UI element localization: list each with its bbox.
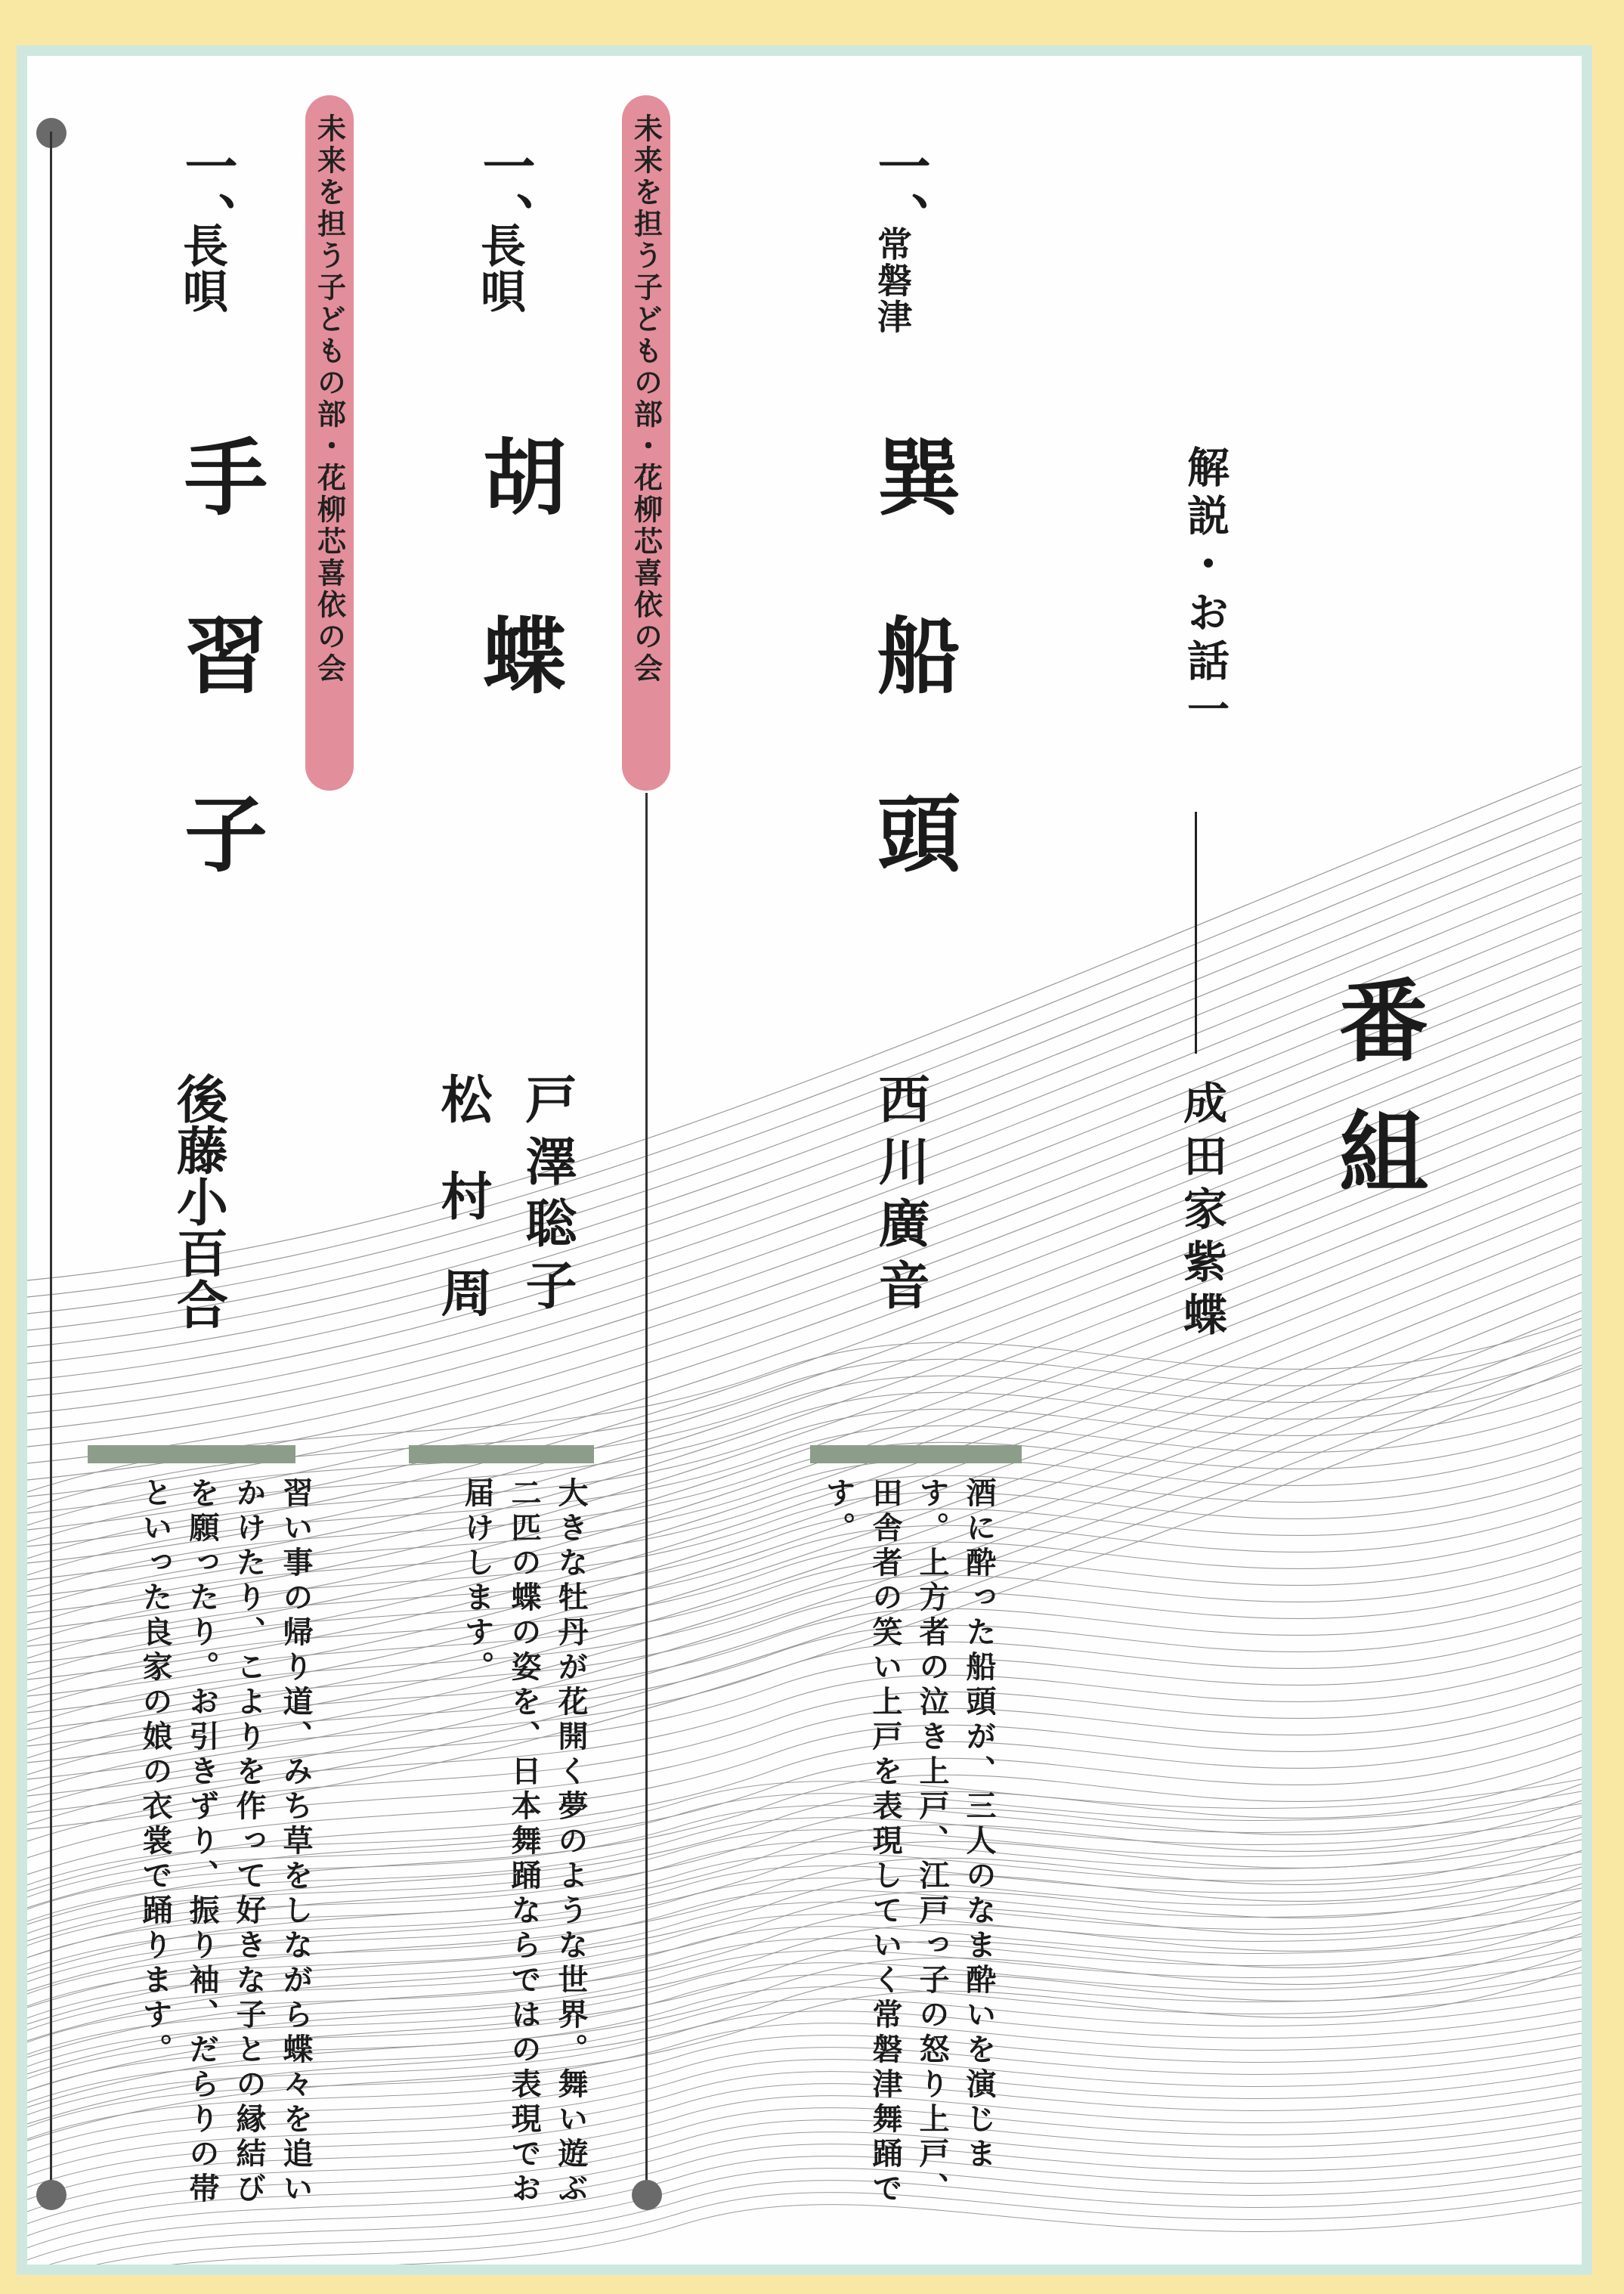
program-2-section-badge (622, 95, 670, 791)
program-3-number: 一、 (176, 139, 239, 245)
commentary-performer: 成田家紫蝶 (1176, 1080, 1227, 1345)
program-3-accent-bar (88, 1445, 295, 1463)
program-2-genre: 長唄 (473, 222, 526, 313)
left-rule-line (50, 132, 52, 2195)
divider-dot (632, 2180, 662, 2210)
program-1-number: 一、 (869, 139, 932, 245)
divider-line (645, 793, 648, 2191)
program-2-performer-2: 松村周 (432, 1073, 493, 1363)
program-3-description: 習い事の帰り道、みち草をしながら蝶々を追いかけたり、こよりを作って好きな子との縁結びを願ったり。お引きずり、振り袖、だらりの帯といった良家の娘の衣裳で踊ります。 (138, 1477, 313, 2207)
program-2-description: 大きな牡丹が花開く夢のような世界。舞い遊ぶ二匹の蝶の姿を、日本舞踊ならではの表現でお届けします。 (459, 1477, 588, 2207)
program-2-performer-1: 戸澤聡子 (517, 1073, 577, 1320)
program-3-performer: 後藤小百合 (168, 1073, 229, 1330)
program-1-title: 巽船頭 (864, 434, 961, 969)
program-1-performer: 西川廣音 (870, 1073, 930, 1320)
program-sheet (27, 56, 1582, 2265)
program-3-section-badge (305, 95, 354, 791)
program-2-title: 胡蝶 (469, 434, 567, 791)
program-3-genre: 長唄 (175, 222, 228, 313)
program-1-accent-bar (810, 1445, 1022, 1463)
program-2-accent-bar (409, 1445, 594, 1463)
commentary-dash (1195, 812, 1197, 1054)
program-1-description: 酒に酔った船頭が、三人のなま酔いを演じます。上方者の泣き上戸、江戸っ子の怒り上戸、田舎者の笑い上戸を表現していく常磐津舞踊です。 (821, 1477, 996, 2207)
program-2-number: 一、 (474, 139, 537, 245)
program-3-title: 手習子 (171, 434, 268, 969)
program-2-section-label: 未来を担う子どもの部・花柳芯喜依の会 (629, 113, 663, 685)
page-title: 番組 (1324, 974, 1429, 1237)
program-1-genre: 常磐津 (872, 226, 913, 335)
left-rule-bottom-dot (36, 2180, 67, 2210)
program-3-section-label: 未来を担う子どもの部・花柳芯喜依の会 (312, 113, 346, 685)
commentary-label: 解説・お話一 (1180, 445, 1230, 735)
